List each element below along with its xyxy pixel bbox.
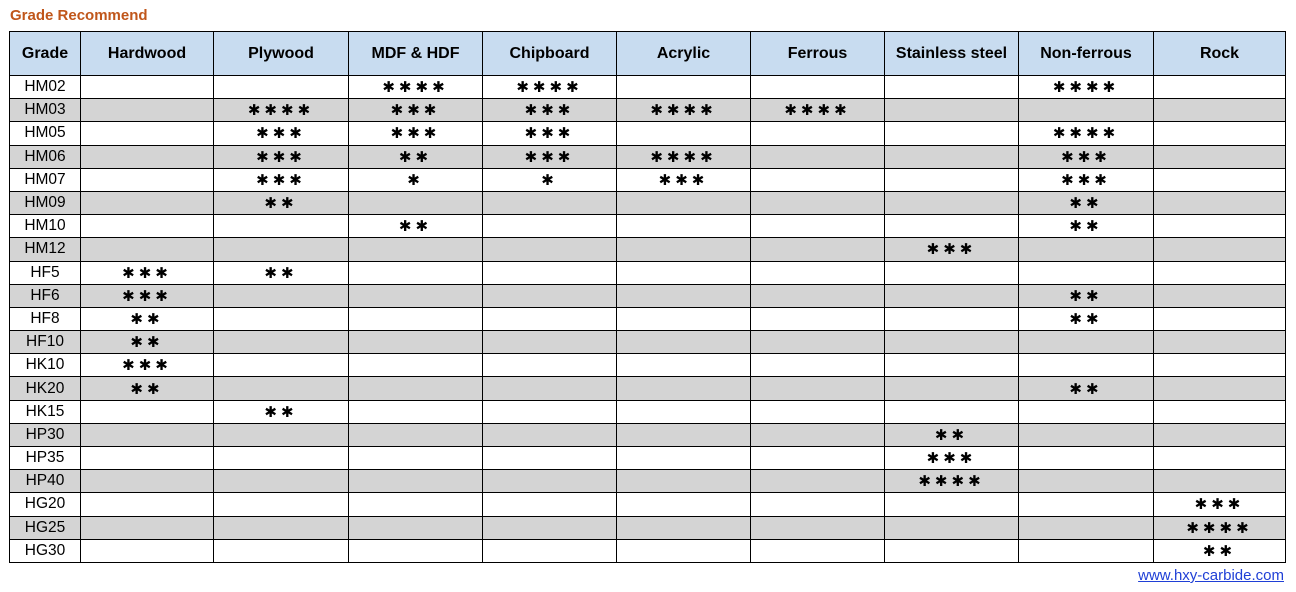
rating-cell	[1154, 400, 1286, 423]
rating-cell	[1154, 215, 1286, 238]
rating-cell	[751, 238, 885, 261]
rating-cell	[483, 238, 617, 261]
rating-cell	[1154, 168, 1286, 191]
rating-cell	[349, 261, 483, 284]
rating-cell	[214, 493, 349, 516]
rating-cell	[885, 99, 1019, 122]
rating-cell: ✱✱✱	[349, 99, 483, 122]
grade-cell: HP30	[10, 423, 81, 446]
rating-cell	[1019, 539, 1154, 562]
grade-cell: HP35	[10, 447, 81, 470]
rating-cell: ✱✱	[349, 145, 483, 168]
rating-cell	[1154, 122, 1286, 145]
rating-cell	[81, 516, 214, 539]
rating-cell	[81, 99, 214, 122]
rating-cell	[214, 307, 349, 330]
rating-cell: ✱✱✱	[483, 122, 617, 145]
table-row	[10, 145, 1286, 168]
rating-cell: ✱✱✱✱	[1154, 516, 1286, 539]
grade-cell: HM12	[10, 238, 81, 261]
rating-cell	[751, 493, 885, 516]
table-row	[10, 284, 1286, 307]
rating-cell	[885, 215, 1019, 238]
rating-cell	[751, 470, 885, 493]
rating-cell	[214, 516, 349, 539]
grade-cell: HG25	[10, 516, 81, 539]
column-header: MDF & HDF	[349, 32, 483, 76]
rating-cell	[214, 238, 349, 261]
grade-cell: HM03	[10, 99, 81, 122]
rating-cell	[1019, 400, 1154, 423]
rating-cell	[1154, 377, 1286, 400]
rating-cell	[81, 493, 214, 516]
table-row	[10, 215, 1286, 238]
rating-cell	[885, 284, 1019, 307]
rating-cell	[81, 215, 214, 238]
table-row	[10, 470, 1286, 493]
rating-cell	[617, 191, 751, 214]
column-header: Grade	[10, 32, 81, 76]
rating-cell	[885, 76, 1019, 99]
rating-cell	[483, 516, 617, 539]
rating-cell	[81, 145, 214, 168]
rating-cell	[214, 423, 349, 446]
rating-cell	[81, 122, 214, 145]
rating-cell	[214, 331, 349, 354]
rating-cell	[751, 122, 885, 145]
rating-cell: ✱✱✱	[1019, 168, 1154, 191]
rating-cell	[483, 470, 617, 493]
rating-cell	[617, 377, 751, 400]
rating-cell	[1019, 516, 1154, 539]
rating-cell	[81, 238, 214, 261]
grade-cell: HM09	[10, 191, 81, 214]
grade-cell: HP40	[10, 470, 81, 493]
column-header: Stainless steel	[885, 32, 1019, 76]
rating-cell	[349, 423, 483, 446]
table-row	[10, 238, 1286, 261]
rating-cell	[349, 447, 483, 470]
table-row	[10, 76, 1286, 99]
table-title: Grade Recommend	[10, 7, 148, 24]
rating-cell	[617, 238, 751, 261]
grade-cell: HM06	[10, 145, 81, 168]
rating-cell	[885, 377, 1019, 400]
rating-cell: ✱✱✱	[1019, 145, 1154, 168]
column-header: Acrylic	[617, 32, 751, 76]
grade-cell: HK20	[10, 377, 81, 400]
rating-cell	[81, 168, 214, 191]
rating-cell	[214, 284, 349, 307]
rating-cell	[81, 76, 214, 99]
grade-cell: HM10	[10, 215, 81, 238]
grade-cell: HM07	[10, 168, 81, 191]
grade-cell: HG20	[10, 493, 81, 516]
rating-cell	[1154, 307, 1286, 330]
rating-cell: ✱✱✱	[214, 122, 349, 145]
rating-cell: ✱✱	[1019, 191, 1154, 214]
rating-cell: ✱✱	[214, 261, 349, 284]
rating-cell	[1154, 284, 1286, 307]
rating-cell	[751, 400, 885, 423]
table-row	[10, 447, 1286, 470]
rating-cell: ✱✱✱✱	[885, 470, 1019, 493]
rating-cell	[617, 284, 751, 307]
rating-cell: ✱✱✱	[349, 122, 483, 145]
rating-cell	[349, 307, 483, 330]
rating-cell: ✱✱✱	[81, 354, 214, 377]
column-header: Non-ferrous	[1019, 32, 1154, 76]
rating-cell: ✱✱✱	[81, 261, 214, 284]
website-link[interactable]: www.hxy-carbide.com	[1138, 567, 1284, 584]
rating-cell: ✱✱	[81, 331, 214, 354]
rating-cell	[885, 354, 1019, 377]
rating-cell	[349, 377, 483, 400]
rating-cell	[349, 539, 483, 562]
table-body	[10, 76, 1286, 563]
grade-cell: HG30	[10, 539, 81, 562]
rating-cell	[214, 447, 349, 470]
rating-cell	[1154, 447, 1286, 470]
rating-cell	[1154, 470, 1286, 493]
rating-cell	[617, 331, 751, 354]
rating-cell	[885, 261, 1019, 284]
rating-cell: ✱✱	[349, 215, 483, 238]
rating-cell	[885, 168, 1019, 191]
rating-cell: ✱✱	[214, 400, 349, 423]
grade-cell: HF6	[10, 284, 81, 307]
rating-cell	[751, 423, 885, 446]
rating-cell	[751, 377, 885, 400]
rating-cell	[751, 76, 885, 99]
rating-cell	[1019, 238, 1154, 261]
rating-cell	[885, 493, 1019, 516]
rating-cell	[483, 191, 617, 214]
rating-cell	[214, 76, 349, 99]
rating-cell	[617, 215, 751, 238]
rating-cell: ✱✱✱✱	[1019, 122, 1154, 145]
grade-cell: HF10	[10, 331, 81, 354]
rating-cell	[483, 215, 617, 238]
rating-cell	[1154, 261, 1286, 284]
table-row	[10, 423, 1286, 446]
rating-cell: ✱✱✱	[1154, 493, 1286, 516]
rating-cell	[349, 191, 483, 214]
rating-cell: ✱✱✱✱	[617, 99, 751, 122]
rating-cell	[617, 122, 751, 145]
rating-cell	[483, 400, 617, 423]
rating-cell	[885, 307, 1019, 330]
rating-cell	[349, 400, 483, 423]
rating-cell	[214, 539, 349, 562]
rating-cell	[214, 354, 349, 377]
rating-cell	[1019, 470, 1154, 493]
rating-cell	[483, 354, 617, 377]
column-header: Rock	[1154, 32, 1286, 76]
rating-cell	[885, 516, 1019, 539]
rating-cell	[617, 261, 751, 284]
rating-cell: ✱✱✱	[214, 168, 349, 191]
rating-cell: ✱✱✱✱	[349, 76, 483, 99]
rating-cell	[214, 215, 349, 238]
rating-cell	[1019, 447, 1154, 470]
rating-cell: ✱✱✱✱	[214, 99, 349, 122]
table-row	[10, 516, 1286, 539]
rating-cell	[1154, 354, 1286, 377]
rating-cell: ✱	[483, 168, 617, 191]
rating-cell: ✱✱	[1019, 377, 1154, 400]
rating-cell	[483, 539, 617, 562]
rating-cell	[885, 539, 1019, 562]
rating-cell	[81, 470, 214, 493]
rating-cell	[349, 470, 483, 493]
rating-cell	[751, 145, 885, 168]
rating-cell	[1154, 145, 1286, 168]
rating-cell	[751, 354, 885, 377]
rating-cell: ✱✱	[1019, 307, 1154, 330]
rating-cell	[751, 516, 885, 539]
rating-cell: ✱✱	[885, 423, 1019, 446]
rating-cell: ✱✱✱	[885, 238, 1019, 261]
rating-cell: ✱✱	[1019, 215, 1154, 238]
rating-cell	[1019, 423, 1154, 446]
table-row	[10, 354, 1286, 377]
rating-cell	[751, 331, 885, 354]
rating-cell: ✱✱	[1154, 539, 1286, 562]
rating-cell	[214, 470, 349, 493]
grade-cell: HM05	[10, 122, 81, 145]
rating-cell: ✱✱✱	[483, 145, 617, 168]
rating-cell	[349, 238, 483, 261]
rating-cell	[1019, 99, 1154, 122]
grade-recommend-table	[9, 31, 1286, 563]
rating-cell	[617, 516, 751, 539]
rating-cell	[1019, 331, 1154, 354]
rating-cell	[751, 191, 885, 214]
rating-cell	[617, 539, 751, 562]
rating-cell	[751, 284, 885, 307]
rating-cell	[617, 354, 751, 377]
rating-cell: ✱✱✱	[885, 447, 1019, 470]
rating-cell	[885, 145, 1019, 168]
rating-cell	[349, 354, 483, 377]
rating-cell	[483, 447, 617, 470]
rating-cell	[885, 122, 1019, 145]
rating-cell	[751, 447, 885, 470]
grade-cell: HF5	[10, 261, 81, 284]
rating-cell: ✱✱	[81, 377, 214, 400]
grade-cell: HK15	[10, 400, 81, 423]
rating-cell	[1154, 76, 1286, 99]
rating-cell	[81, 539, 214, 562]
rating-cell	[617, 76, 751, 99]
table-row	[10, 493, 1286, 516]
rating-cell	[617, 493, 751, 516]
rating-cell	[483, 261, 617, 284]
rating-cell: ✱✱✱	[483, 99, 617, 122]
rating-cell	[751, 261, 885, 284]
rating-cell	[483, 331, 617, 354]
rating-cell	[1019, 493, 1154, 516]
rating-cell	[617, 423, 751, 446]
rating-cell: ✱✱✱	[617, 168, 751, 191]
rating-cell	[1154, 191, 1286, 214]
rating-cell: ✱	[349, 168, 483, 191]
rating-cell	[483, 493, 617, 516]
rating-cell	[483, 377, 617, 400]
rating-cell	[617, 400, 751, 423]
rating-cell	[483, 284, 617, 307]
rating-cell: ✱✱✱✱	[1019, 76, 1154, 99]
rating-cell	[885, 400, 1019, 423]
rating-cell: ✱✱	[214, 191, 349, 214]
table-row	[10, 377, 1286, 400]
grade-cell: HM02	[10, 76, 81, 99]
rating-cell	[751, 168, 885, 191]
column-header: Plywood	[214, 32, 349, 76]
rating-cell	[349, 331, 483, 354]
table-row	[10, 261, 1286, 284]
rating-cell	[885, 191, 1019, 214]
rating-cell	[617, 307, 751, 330]
rating-cell	[1019, 261, 1154, 284]
rating-cell	[1154, 99, 1286, 122]
rating-cell	[617, 470, 751, 493]
rating-cell: ✱✱✱✱	[751, 99, 885, 122]
column-header: Ferrous	[751, 32, 885, 76]
rating-cell	[885, 331, 1019, 354]
column-header: Hardwood	[81, 32, 214, 76]
rating-cell: ✱✱✱	[214, 145, 349, 168]
grade-cell: HF8	[10, 307, 81, 330]
table-row	[10, 400, 1286, 423]
rating-cell	[483, 307, 617, 330]
rating-cell	[349, 493, 483, 516]
rating-cell	[81, 423, 214, 446]
table-row	[10, 99, 1286, 122]
rating-cell	[349, 284, 483, 307]
table-row	[10, 168, 1286, 191]
grade-cell: HK10	[10, 354, 81, 377]
rating-cell	[1154, 331, 1286, 354]
rating-cell	[349, 516, 483, 539]
rating-cell: ✱✱✱	[81, 284, 214, 307]
rating-cell	[1154, 423, 1286, 446]
rating-cell	[751, 307, 885, 330]
header-row	[10, 32, 1286, 76]
rating-cell	[81, 400, 214, 423]
rating-cell: ✱✱✱✱	[483, 76, 617, 99]
table-row	[10, 539, 1286, 562]
table-row	[10, 191, 1286, 214]
rating-cell: ✱✱✱✱	[617, 145, 751, 168]
rating-cell	[81, 191, 214, 214]
rating-cell	[617, 447, 751, 470]
table-row	[10, 307, 1286, 330]
rating-cell	[1019, 354, 1154, 377]
rating-cell	[483, 423, 617, 446]
rating-cell	[1154, 238, 1286, 261]
rating-cell	[81, 447, 214, 470]
rating-cell	[751, 215, 885, 238]
rating-cell	[751, 539, 885, 562]
rating-cell: ✱✱	[1019, 284, 1154, 307]
rating-cell: ✱✱	[81, 307, 214, 330]
table-row	[10, 331, 1286, 354]
column-header: Chipboard	[483, 32, 617, 76]
rating-cell	[214, 377, 349, 400]
table-row	[10, 122, 1286, 145]
